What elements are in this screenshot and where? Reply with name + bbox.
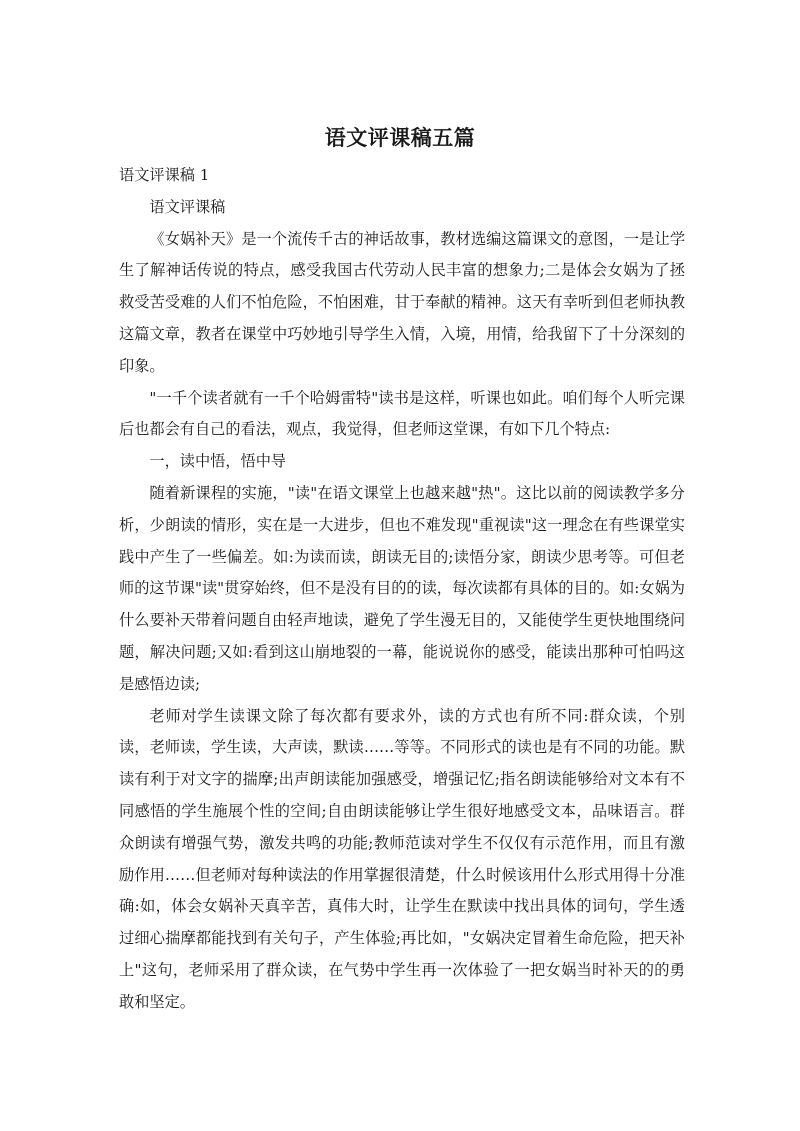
paragraph: "一千个读者就有一千个哈姆雷特"读书是这样，听课也如此。咱们每个人听完课后也都会有自己的看法，观点，我觉得，但老师这堂课，有如下几个特点: <box>119 388 685 439</box>
section-heading: 一，读中悟，悟中导 <box>149 452 287 471</box>
subheading: 语文评课稿 <box>149 197 226 216</box>
paragraph: 《女娲补天》是一个流传千古的神话故事，教材选编这篇课文的意图，一是让学生了解神话传说的特点，感受我国古代劳动人民丰富的想象力;二是体会女娲为了拯救受苦受难的人们不怕危险，不怕困难，甘于奉献的精神。这天有幸听到但老师执教这篇文章，教者在课堂中巧妙地引导学生入情，入境，用情，给我留下了十分深刻的印象。 <box>119 229 685 375</box>
paragraph: 随着新课程的实施，"读"在语文课堂上也越来越"热"。这比以前的阅读教学多分析，少朗读的情形，实在是一大进步，但也不难发现"重视读"这一理念在有些课堂实践中产生了一些偏差。如:为读而读，朗读无目的;读悟分家，朗读少思考等。可但老师的这节课"读"贯穿始终，但不是没有目的的读，每次读都有具体的目的。如:女娲为什么要补天带着问题自由轻声地读，避免了学生漫无目的，又能使学生更快地围绕问题，解决问题;又如:看到这山崩地裂的一幕，能说说你的感受，能读出那种可怕吗这是感悟边读; <box>119 483 685 693</box>
paragraph: 老师对学生读课文除了每次都有要求外，读的方式也有所不同:群众读，个别读，老师读，学生读，大声读，默读……等等。不同形式的读也是有不同的功能。默读有利于对文字的揣摩;出声朗读能加强感受，增强记忆;指名朗读能够给对文本有不同感悟的学生施展个性的空间;自由朗读能够让学生很好地感受文本，品味语言。群众朗读有增强气势，激发共鸣的功能;教师范读对学生不仅仅有示范作用，而且有激励作用……但老师对每种读法的作用掌握很清楚，什么时候该用什么形式用得十分准确:如，体会女娲补天真辛苦，真伟大时，让学生在默读中找出具体的词句，学生透过细心揣摩都能找到有关句子，产生体验;再比如，"女娲决定冒着生命危险，把天补上"这句，老师采用了群众读，在气势中学生再一次体验了一把女娲当时补天的的勇敢和坚定。 <box>119 706 685 1011</box>
section-label: 语文评课稿 1 <box>119 166 210 184</box>
document-body <box>119 160 685 1019</box>
document-title: 语文评课稿五篇 <box>324 126 476 150</box>
